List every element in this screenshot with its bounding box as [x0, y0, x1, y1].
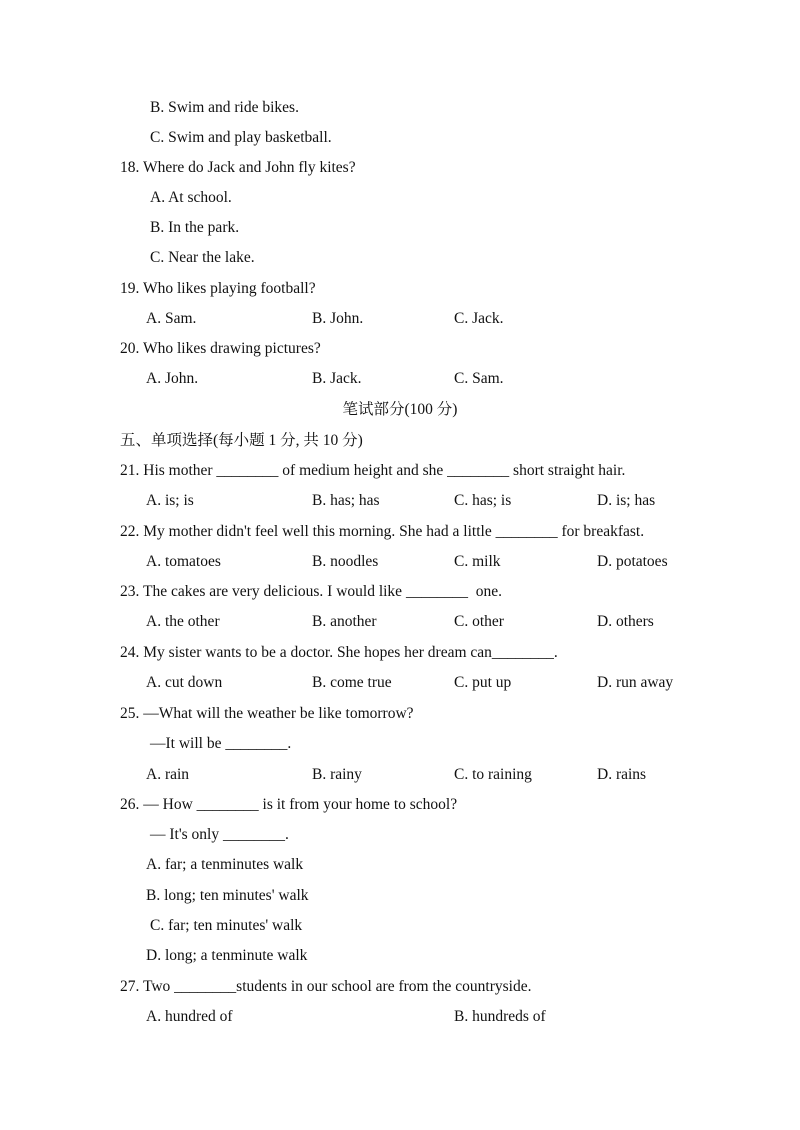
- q19-option-b: B. John.: [312, 310, 364, 327]
- q23-option-b: B. another: [312, 613, 377, 630]
- q23-option-c: C. other: [454, 613, 504, 630]
- q24-question: 24. My sister wants to be a doctor. She hopes her dream can________.: [120, 644, 558, 661]
- q18-option-b: B. In the park.: [150, 219, 240, 236]
- section-five-title: 五、单项选择(每小题 1 分, 共 10 分): [120, 432, 363, 449]
- q26-question: 26. — How ________ is it from your home to school?: [120, 796, 458, 813]
- q23-option-a: A. the other: [146, 613, 220, 630]
- q21-option-b: B. has; has: [312, 492, 380, 509]
- q25-option-d: D. rains: [597, 766, 647, 783]
- q21-option-d: D. is; has: [597, 492, 656, 509]
- q27-option-a: A. hundred of: [146, 1008, 233, 1025]
- q26-option-d: D. long; a tenminute walk: [146, 947, 308, 964]
- q22-option-b: B. noodles: [312, 553, 379, 570]
- q18-option-a: A. At school.: [150, 189, 232, 206]
- q25-option-a: A. rain: [146, 766, 190, 783]
- q26-answer-line: — It's only ________.: [150, 826, 289, 843]
- q22-option-c: C. milk: [454, 553, 501, 570]
- q19-question: 19. Who likes playing football?: [120, 280, 316, 297]
- q21-question: 21. His mother ________ of medium height and she ________ short straight hair.: [120, 462, 626, 479]
- q26-option-a: A. far; a tenminutes walk: [146, 856, 304, 873]
- q25-option-b: B. rainy: [312, 766, 362, 783]
- q23-option-d: D. others: [597, 613, 654, 630]
- q21-option-a: A. is; is: [146, 492, 194, 509]
- q25-answer-line: —It will be ________.: [150, 735, 292, 752]
- q17-option-b: B. Swim and ride bikes.: [150, 99, 299, 116]
- q25-option-c: C. to raining: [454, 766, 532, 783]
- q21-option-c: C. has; is: [454, 492, 512, 509]
- q24-option-b: B. come true: [312, 674, 392, 691]
- q20-option-b: B. Jack.: [312, 370, 362, 387]
- q24-option-a: A. cut down: [146, 674, 223, 691]
- q22-option-a: A. tomatoes: [146, 553, 221, 570]
- q27-option-b: B. hundreds of: [454, 1008, 546, 1025]
- q19-option-a: A. Sam.: [146, 310, 197, 327]
- q20-question: 20. Who likes drawing pictures?: [120, 340, 321, 357]
- q25-question: 25. —What will the weather be like tomorrow?: [120, 705, 414, 722]
- q23-question: 23. The cakes are very delicious. I would like ________ one.: [120, 583, 502, 600]
- q26-option-c: C. far; ten minutes' walk: [150, 917, 303, 934]
- q18-option-c: C. Near the lake.: [150, 249, 255, 266]
- q26-option-b: B. long; ten minutes' walk: [146, 887, 309, 904]
- q20-option-a: A. John.: [146, 370, 199, 387]
- q24-option-c: C. put up: [454, 674, 512, 691]
- q22-question: 22. My mother didn't feel well this morning. She had a little ________ for breakfast.: [120, 523, 645, 540]
- q17-option-c: C. Swim and play basketball.: [150, 129, 332, 146]
- q20-option-c: C. Sam.: [454, 370, 504, 387]
- q22-option-d: D. potatoes: [597, 553, 668, 570]
- q27-question: 27. Two ________students in our school are from the countryside.: [120, 978, 532, 995]
- q19-option-c: C. Jack.: [454, 310, 504, 327]
- written-part-title: 笔试部分(100 分): [342, 401, 458, 418]
- q24-option-d: D. run away: [597, 674, 674, 691]
- q18-question: 18. Where do Jack and John fly kites?: [120, 159, 356, 176]
